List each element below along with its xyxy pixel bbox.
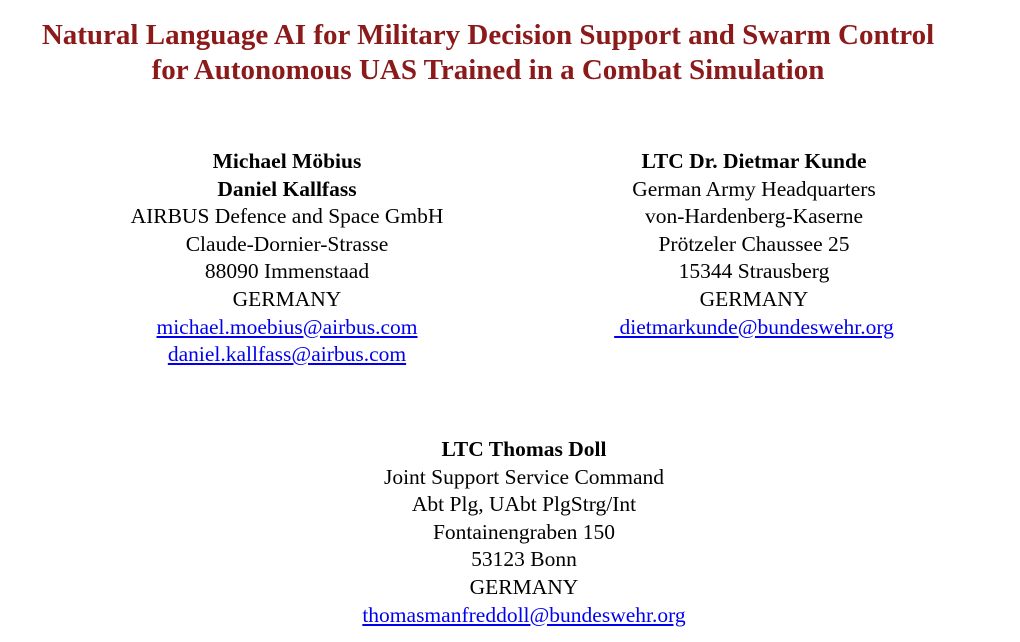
affiliation-street: Claude-Dornier-Strasse [185,231,389,256]
affiliation-country: GERMANY [469,574,579,599]
affiliation-org: Joint Support Service Command [383,464,665,489]
affiliation-country: GERMANY [232,286,342,311]
author-name-kunde: LTC Dr. Dietmar Kunde [641,149,867,173]
affiliation-street: Fontainengraben 150 [432,519,616,544]
affiliation-city: 15344 Strausberg [678,259,830,284]
paper-title-line-2: for Autonomous UAS Trained in a Combat Simulation [151,54,825,86]
affiliation-country: GERMANY [699,286,809,311]
email-link-kallfass[interactable]: daniel.kallfass@airbus.com [167,342,407,367]
paper-title-line-1: Natural Language AI for Military Decision Support and Swarm Control [41,19,935,51]
affiliation-city: 53123 Bonn [471,547,577,572]
affiliation-street: Prötzeler Chaussee 25 [658,231,850,256]
author-name-kallfass: Daniel Kallfass [217,176,357,201]
author-name-moebius: Michael Möbius [212,149,362,173]
email-link-doll[interactable]: thomasmanfreddoll@bundeswehr.org [362,602,686,627]
affiliation-city: 88090 Immenstaad [204,259,370,284]
author-block-doll [324,436,724,629]
email-link-moebius[interactable]: michael.moebius@airbus.com [156,314,418,339]
author-block-airbus [87,148,487,369]
author-name-doll: LTC Thomas Doll [441,437,607,461]
email-link-kunde[interactable]: dietmarkunde@bundeswehr.org [614,314,894,339]
affiliation-org: German Army Headquarters [632,176,876,201]
paper-title [0,18,976,88]
author-block-kunde [554,148,954,341]
affiliation-dept: Abt Plg, UAbt PlgStrg/Int [411,492,637,517]
affiliation-org: AIRBUS Defence and Space GmbH [130,204,444,229]
affiliation-site: von-Hardenberg-Kaserne [644,204,864,229]
